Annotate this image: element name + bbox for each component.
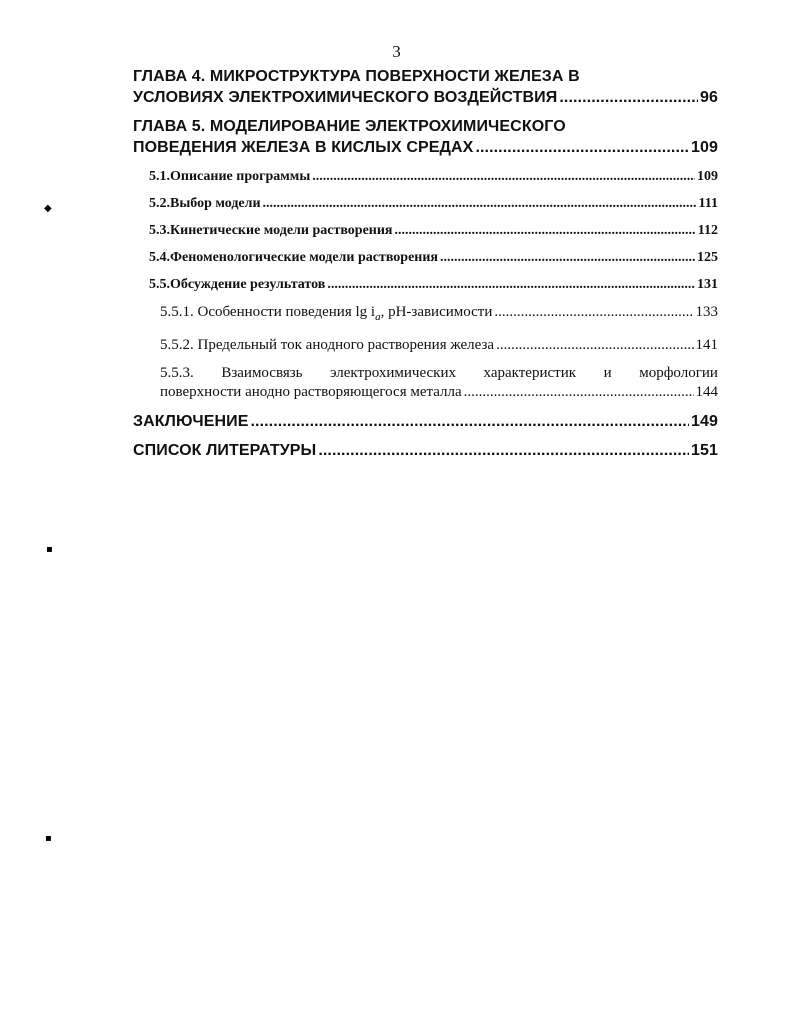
leader-dots <box>318 440 689 461</box>
toc-section-title: 5.1.Описание программы <box>149 169 311 184</box>
toc-section-title: 5.2.Выбор модели <box>149 196 261 211</box>
word: и <box>603 365 612 381</box>
toc-references-title: СПИСОК ЛИТЕРАТУРЫ <box>133 442 317 459</box>
leader-dots <box>327 276 695 294</box>
toc-section-5-3[interactable] <box>133 222 718 240</box>
toc-subsection-page: 141 <box>695 337 718 353</box>
table-of-contents <box>133 66 718 461</box>
toc-subsection-page: 144 <box>695 384 718 400</box>
leader-dots <box>475 137 689 158</box>
leader-dots <box>494 303 693 322</box>
toc-section-5-2[interactable] <box>133 195 718 213</box>
word: 5.5.3. <box>160 365 194 381</box>
toc-section-title: 5.4.Феноменологические модели растворения <box>149 250 439 265</box>
toc-subsection-title-end: , pH-зависимости <box>380 304 493 320</box>
leader-dots <box>312 168 695 186</box>
toc-chapter-5-title-line1: ГЛАВА 5. МОДЕЛИРОВАНИЕ ЭЛЕКТРОХИМИЧЕСКОГО <box>133 118 566 135</box>
scan-mark: ▪ <box>45 833 52 844</box>
leader-dots <box>559 87 698 108</box>
page-number: 3 <box>392 42 401 61</box>
toc-section-page: 111 <box>698 196 718 211</box>
toc-subsection-title: 5.5.2. Предельный ток анодного растворения железа <box>160 337 495 353</box>
leader-dots <box>440 249 695 267</box>
toc-chapter-4-page: 96 <box>700 89 718 106</box>
leader-dots <box>263 195 697 213</box>
toc-subsection-title-line2: поверхности анодно растворяющегося металла <box>160 384 462 400</box>
toc-subsection-title-start: 5.5.1. Особенности поведения lg i <box>160 304 376 320</box>
leader-dots <box>395 222 696 240</box>
toc-conclusion-page: 149 <box>691 413 718 430</box>
toc-section-title: 5.3.Кинетические модели растворения <box>149 223 393 238</box>
toc-references-page: 151 <box>691 442 718 459</box>
toc-section-page: 109 <box>697 169 718 184</box>
leader-dots <box>464 383 694 402</box>
scan-mark: ◆ <box>44 203 52 214</box>
word: Взаимосвязь <box>221 365 303 381</box>
subscript-a: a <box>375 311 381 323</box>
toc-section-page: 131 <box>697 277 718 292</box>
toc-section-page: 112 <box>697 223 718 238</box>
toc-chapter-5[interactable] <box>133 116 718 158</box>
toc-subsection-5-5-1[interactable] <box>133 303 718 327</box>
toc-section-page: 125 <box>697 250 718 265</box>
toc-references[interactable] <box>133 440 718 461</box>
toc-subsection-5-5-3[interactable] <box>133 364 718 402</box>
leader-dots <box>251 411 690 432</box>
toc-chapter-5-title-line2: ПОВЕДЕНИЯ ЖЕЛЕЗА В КИСЛЫХ СРЕДАХ <box>133 139 474 156</box>
leader-dots <box>496 336 693 355</box>
toc-subsection-title <box>160 303 492 327</box>
toc-conclusion[interactable] <box>133 411 718 432</box>
toc-chapter-5-page: 109 <box>691 139 718 156</box>
toc-chapter-4-title-line2: УСЛОВИЯХ ЭЛЕКТРОХИМИЧЕСКОГО ВОЗДЕЙСТВИЯ <box>133 89 558 106</box>
toc-section-5-4[interactable] <box>133 249 718 267</box>
toc-chapter-4-title-line1: ГЛАВА 4. МИКРОСТРУКТУРА ПОВЕРХНОСТИ ЖЕЛЕЗА В <box>133 68 580 85</box>
toc-section-title: 5.5.Обсуждение результатов <box>149 277 326 292</box>
toc-subsection-title-line1 <box>160 364 718 383</box>
toc-subsection-page: 133 <box>695 304 718 320</box>
toc-section-5-5[interactable] <box>133 276 718 294</box>
toc-subsection-5-5-2[interactable] <box>133 336 718 355</box>
word: характеристик <box>483 365 577 381</box>
toc-conclusion-title: ЗАКЛЮЧЕНИЕ <box>133 413 249 430</box>
toc-chapter-4[interactable] <box>133 66 718 108</box>
toc-section-5-1[interactable] <box>133 168 718 186</box>
scan-mark: ▪ <box>46 544 53 555</box>
word: электрохимических <box>330 365 456 381</box>
word: морфологии <box>639 365 718 381</box>
